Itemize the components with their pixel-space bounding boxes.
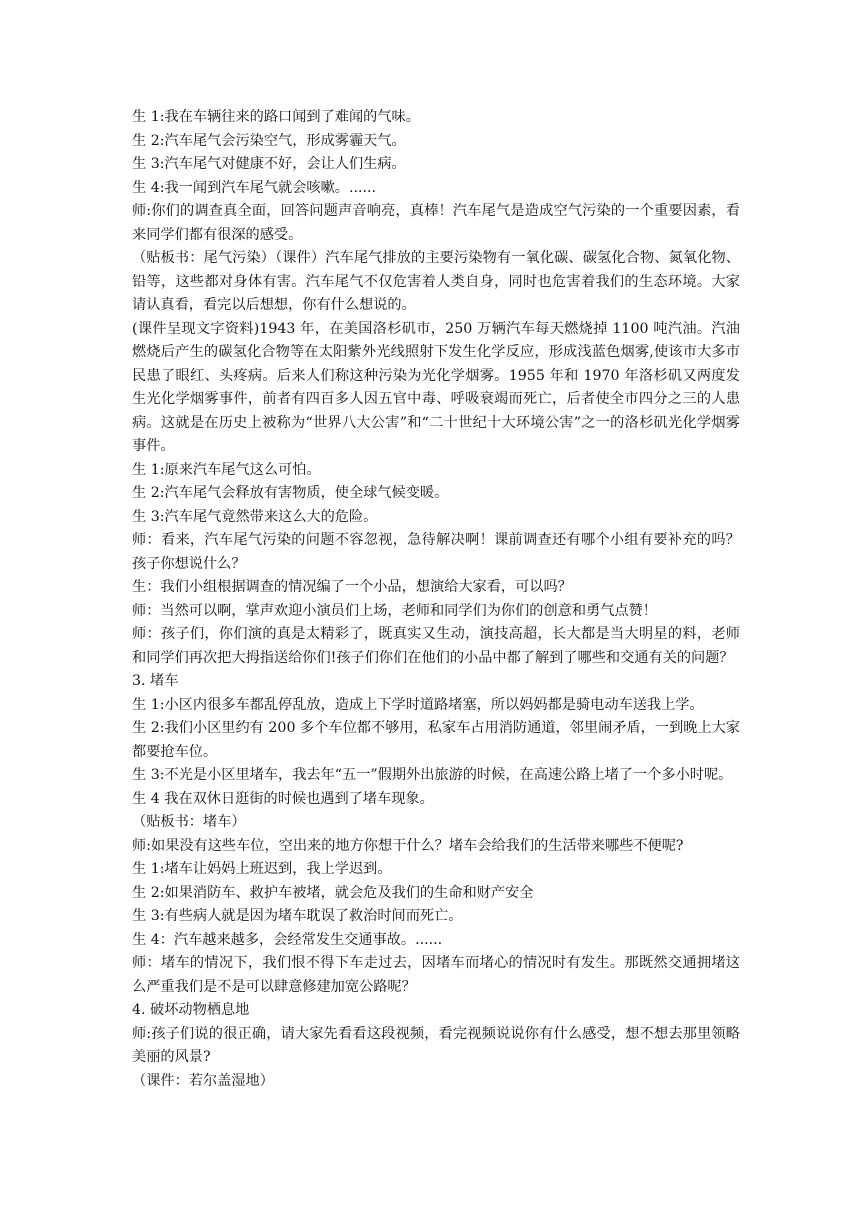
student-line: 生：我们小组根据调查的情况编了一个小品，想演给大家看，可以吗？ xyxy=(132,579,572,595)
teacher-line: 师:孩子们说的很正确，请大家先看看这段视频，看完视频说说你有什么感受，想不想去那里领略美丽的风景? xyxy=(132,1025,740,1065)
student-line: 生 2:汽车尾气会释放有害物质，使全球气候变暖。 xyxy=(132,485,449,501)
student-line: 生 1:堵车让妈妈上班迟到，我上学迟到。 xyxy=(132,861,392,877)
courseware-note: （课件：若尔盖湿地） xyxy=(132,1072,274,1089)
teacher-line: 师:你们的调查真全面，回答问题声音响亮，真棒！汽车尾气是造成空气污染的一个重要因素，看来同学们都有很深的感受。 xyxy=(132,203,740,243)
section-heading: 3. 堵车 xyxy=(132,673,179,689)
courseware-note: （贴板书：尾气污染）（课件）汽车尾气排放的主要污染物有一氧化碳、碳氢化合物、氮氧化物、铅等，这些都对身体有害。汽车尾气不仅危害着人类自身，同时也危害着我们的生态环境。大家请认真看，看完以后想想，你有什么想说的。 xyxy=(132,250,740,313)
student-line: 生 2:汽车尾气会污染空气，形成雾霾天气。 xyxy=(132,132,406,149)
student-line: 生 1:我在车辆往来的路口闻到了难闻的气味。 xyxy=(132,109,420,125)
student-line: 生 3:不光是小区里堵车，我去年“五一”假期外出旅游的时候，在高速公路上堵了一个多小时呢。 xyxy=(132,767,733,783)
document-body xyxy=(132,106,740,1093)
student-line: 生 4：汽车越来越多，会经常发生交通事故。...... xyxy=(132,931,443,948)
teacher-line: 师：看来，汽车尾气污染的问题不容忽视，急待解决啊！课前调查还有哪个小组有要补充的吗？孩子你想说什么？ xyxy=(132,532,740,572)
student-line: 生 4 我在双休日逛街的时候也遇到了堵车现象。 xyxy=(132,790,434,807)
teacher-line: 师：当然可以啊，掌声欢迎小演员们上场，老师和同学们为你们的创意和勇气点赞！ xyxy=(132,602,657,619)
student-line: 生 2:我们小区里约有 200 多个车位都不够用，私家车占用消防通道，邻里闹矛盾，一到晚上大家都要抢车位。 xyxy=(132,720,740,760)
student-line: 生 1:小区内很多车都乱停乱放，造成上下学时道路堵塞，所以妈妈都是骑电动车送我上学。 xyxy=(132,696,704,713)
student-line: 生 2:如果消防车、救护车被堵，就会危及我们的生命和财产安全 xyxy=(132,884,534,901)
section-heading: 4. 破坏动物栖息地 xyxy=(132,1002,250,1018)
student-line: 生 1:原来汽车尾气这么可怕。 xyxy=(132,461,321,478)
student-line: 生 3:汽车尾气竟然带来这么大的危险。 xyxy=(132,508,378,525)
teacher-line: 师：孩子们，你们演的真是太精彩了，既真实又生动，演技高超，长大都是当大明星的料，老师和同学们再次把大拇指送给你们!孩子们你们在他们的小品中都了解到了哪些和交通有关的问题？ xyxy=(132,626,740,666)
teacher-line: 师:如果没有这些车位，空出来的地方你想干什么？堵车会给我们的生活带来哪些不便呢? xyxy=(132,837,684,854)
courseware-material: (课件呈现文字资料)1943 年，在美国洛杉矶市，250 万辆汽车每天燃烧掉 1100 吨汽油。汽油燃烧后产生的碳氢化合物等在太阳紫外光线照射下发生化学反应，形成浅蓝色烟雾,使该市大多市民患了眼红、头疼病。后来人们称这种污染为光化学烟雾。1955 年和 1970 年洛杉矶又两度发生光化学烟雾事件，前者有四百多人因五官中毒、呼吸衰竭而死亡，后者使全市四分之三的人患病。这就是在历史上被称为“世界八大公害”和“二十世纪十大环境公害”之一的洛杉矶光化学烟雾事件。 xyxy=(132,320,740,454)
teacher-line: 师：堵车的情况下，我们恨不得下车走过去，因堵车而堵心的情况时有发生。那既然交通拥堵这么严重我们是不是可以肆意修建加宽公路呢？ xyxy=(132,955,740,995)
student-line: 生 4:我一闻到汽车尾气就会咳嗽。...... xyxy=(132,179,377,196)
student-line: 生 3:汽车尾气对健康不好，会让人们生病。 xyxy=(132,156,406,172)
board-note: （贴板书：堵车） xyxy=(132,814,246,830)
student-line: 生 3:有些病人就是因为堵车耽误了救治时间而死亡。 xyxy=(132,908,463,924)
